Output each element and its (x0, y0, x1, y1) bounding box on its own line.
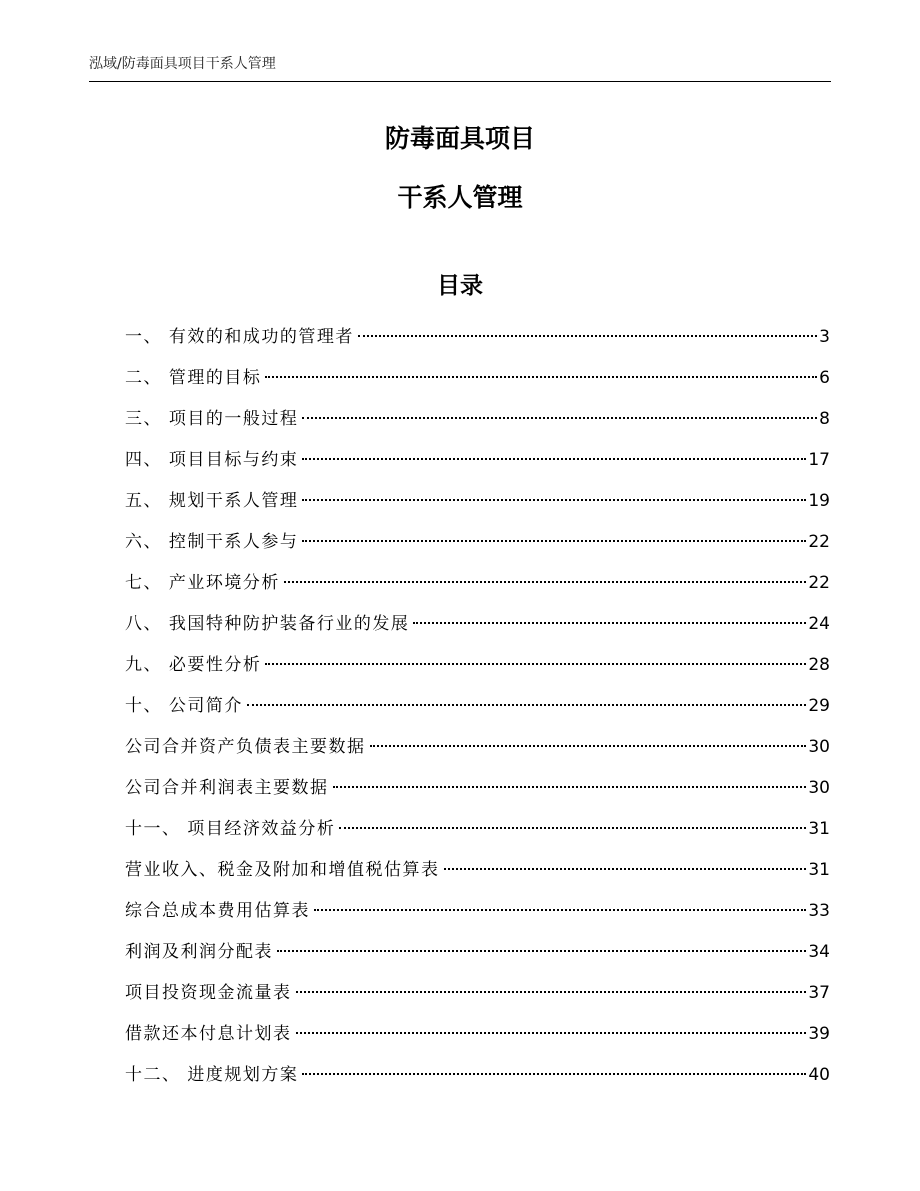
toc-entry[interactable] (125, 649, 830, 690)
toc-page-number: 22 (808, 532, 830, 552)
toc-entry-title: 营业收入、税金及附加和增值税估算表 (125, 860, 440, 880)
toc-entry[interactable] (125, 977, 830, 1018)
toc-entry-title: 一、 有效的和成功的管理者 (125, 327, 354, 347)
toc-entry-title: 六、 控制干系人参与 (125, 532, 299, 552)
toc-dot-leader (296, 1032, 807, 1034)
toc-page-number: 28 (808, 655, 830, 675)
toc-entry[interactable] (125, 567, 830, 608)
toc-entry-title: 十二、 进度规划方案 (125, 1065, 299, 1085)
toc-entry[interactable] (125, 690, 830, 731)
toc-entry[interactable] (125, 1018, 830, 1059)
toc-dot-leader (333, 786, 807, 788)
toc-dot-leader (247, 704, 806, 706)
page-header: 泓域/防毒面具项目干系人管理 (89, 55, 831, 82)
toc-page-number: 22 (808, 573, 830, 593)
toc-entry-title: 八、 我国特种防护装备行业的发展 (125, 614, 410, 634)
toc-dot-leader (370, 745, 807, 747)
toc-entry[interactable] (125, 936, 830, 977)
toc-entry[interactable] (125, 895, 830, 936)
toc-page-number: 6 (819, 368, 830, 388)
toc-dot-leader (339, 827, 806, 829)
toc-dot-leader (265, 376, 817, 378)
toc-entry-title: 十、 公司简介 (125, 696, 243, 716)
toc-dot-leader (277, 950, 806, 952)
toc-page-number: 39 (808, 1024, 830, 1044)
toc-entry[interactable] (125, 526, 830, 567)
toc-page-number: 31 (808, 860, 830, 880)
toc-dot-leader (314, 909, 806, 911)
toc-entry[interactable] (125, 772, 830, 813)
document-title: 防毒面具项目 (384, 124, 535, 153)
toc-entry[interactable] (125, 1059, 830, 1100)
toc-page-number: 17 (808, 450, 830, 470)
toc-page-number: 33 (808, 901, 830, 921)
toc-entry[interactable] (125, 731, 830, 772)
toc-page-number: 40 (808, 1065, 830, 1085)
toc-page-number: 31 (808, 819, 830, 839)
toc-dot-leader (413, 622, 806, 624)
toc-page-number: 8 (819, 409, 830, 429)
toc-page-number: 30 (808, 737, 830, 757)
toc-heading: 目录 (437, 273, 483, 299)
toc-entry[interactable] (125, 813, 830, 854)
toc-entry[interactable] (125, 854, 830, 895)
table-of-contents (125, 321, 830, 1100)
toc-entry-title: 公司合并资产负债表主要数据 (125, 737, 366, 757)
toc-entry-title: 项目投资现金流量表 (125, 983, 292, 1003)
toc-entry-title: 七、 产业环境分析 (125, 573, 280, 593)
document-subtitle: 干系人管理 (397, 183, 523, 212)
toc-entry-title: 借款还本付息计划表 (125, 1024, 292, 1044)
toc-entry[interactable] (125, 485, 830, 526)
toc-entry[interactable] (125, 608, 830, 649)
toc-entry-title: 利润及利润分配表 (125, 942, 273, 962)
toc-page-number: 24 (808, 614, 830, 634)
toc-entry[interactable] (125, 403, 830, 444)
toc-entry-title: 公司合并利润表主要数据 (125, 778, 329, 798)
toc-entry[interactable] (125, 444, 830, 485)
toc-dot-leader (296, 991, 807, 993)
toc-page-number: 29 (808, 696, 830, 716)
toc-dot-leader (302, 458, 806, 460)
toc-dot-leader (358, 335, 817, 337)
toc-dot-leader (444, 868, 807, 870)
toc-dot-leader (284, 581, 806, 583)
toc-page-number: 34 (808, 942, 830, 962)
toc-entry-title: 三、 项目的一般过程 (125, 409, 299, 429)
toc-entry[interactable] (125, 321, 830, 362)
toc-dot-leader (302, 499, 806, 501)
toc-entry-title: 九、 必要性分析 (125, 655, 262, 675)
toc-entry-title: 五、 规划干系人管理 (125, 491, 299, 511)
toc-dot-leader (302, 1073, 806, 1075)
toc-dot-leader (302, 540, 806, 542)
toc-entry-title: 四、 项目目标与约束 (125, 450, 299, 470)
toc-entry-title: 二、 管理的目标 (125, 368, 262, 388)
toc-dot-leader (265, 663, 806, 665)
toc-entry[interactable] (125, 362, 830, 403)
toc-entry-title: 综合总成本费用估算表 (125, 901, 310, 921)
toc-page-number: 30 (808, 778, 830, 798)
toc-page-number: 19 (808, 491, 830, 511)
toc-dot-leader (302, 417, 817, 419)
toc-page-number: 3 (819, 327, 830, 347)
toc-page-number: 37 (808, 983, 830, 1003)
toc-entry-title: 十一、 项目经济效益分析 (125, 819, 336, 839)
